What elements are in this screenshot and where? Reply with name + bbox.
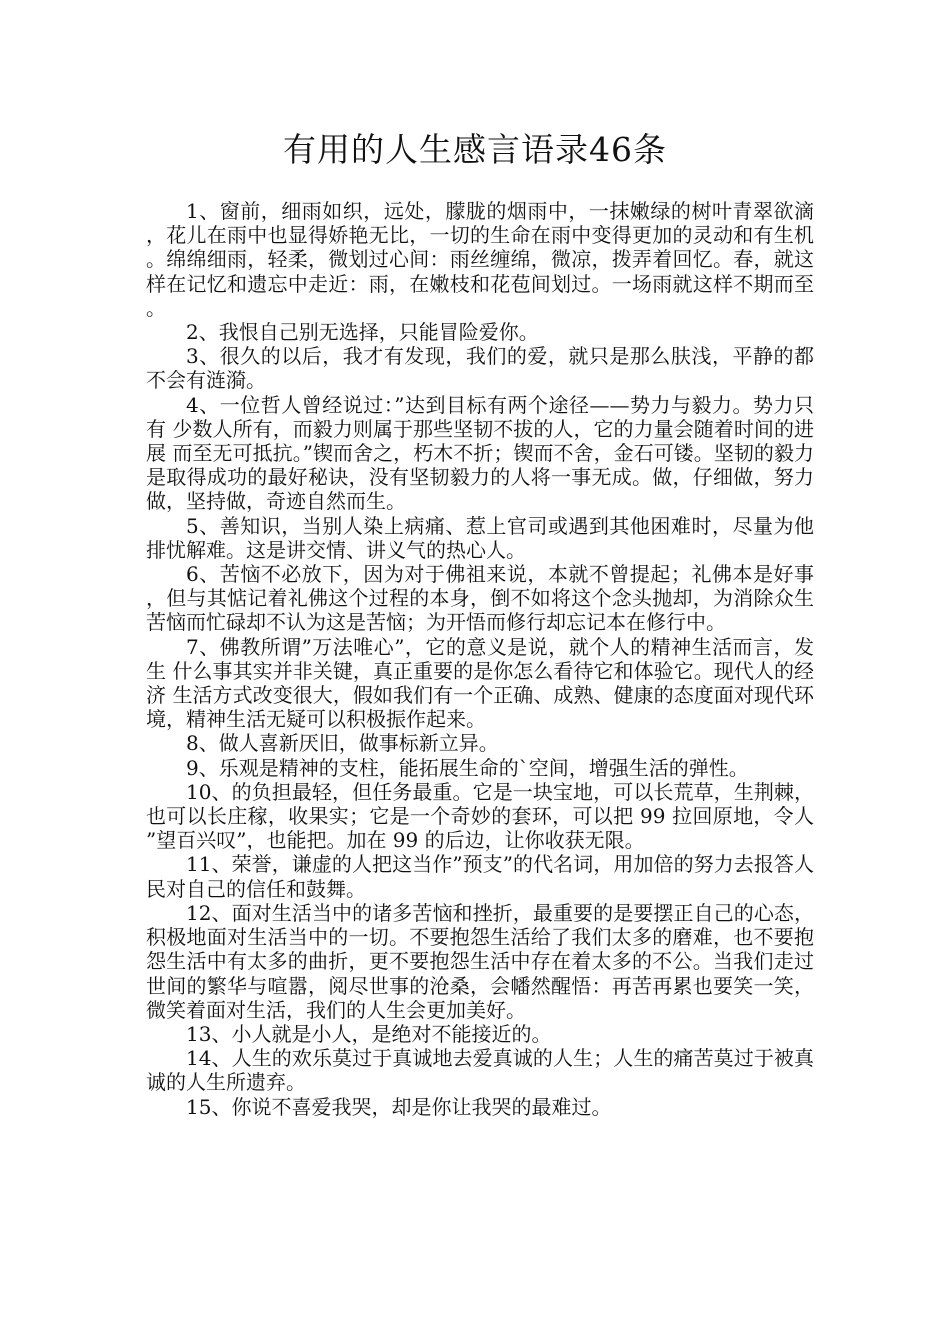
paragraph-14: 14、人生的欢乐莫过于真诚地去爱真诚的人生；人生的痛苦莫过于被真诚的人生所遗弃。 <box>146 1046 814 1095</box>
paragraph-8: 8、做人喜新厌旧，做事标新立异。 <box>186 731 499 756</box>
paragraph-15: 15、你说不喜爱我哭，却是你让我哭的最难过。 <box>186 1094 612 1119</box>
paragraph-7: 7、佛教所谓”万法唯心”，它的意义是说，就个人的精神生活而言，发生 什么事其实并非关键，真正重要的是你怎么看待它和体验它。现代人的经济 生活方式改变很大，假如我们有一个正确、成熟、健康的态度面对现代环 境，精神生活无疑可以积极振作起来。 <box>146 634 814 732</box>
paragraph-1: 1、窗前，细雨如织，远处，朦胧的烟雨中，一抹嫩绿的树叶青翠欲滴，花儿在雨中也显得娇艳无比，一切的生命在雨中变得更加的灵动和有生机。绵绵细雨，轻柔，微划过心间：雨丝缠绵，微凉，拨弄着回忆。春，就这样在记忆和遗忘中走近：雨，在嫩枝和花苞间划过。一场雨就这样不期而至。 <box>146 199 814 320</box>
document-body <box>146 199 814 1119</box>
paragraph-13: 13、小人就是小人，是绝对不能接近的。 <box>186 1021 552 1046</box>
paragraph-9: 9、乐观是精神的支柱，能拓展生命的`空间，增强生活的弹性。 <box>186 755 749 780</box>
document-title: 有用的人生感言语录46条 <box>283 130 667 169</box>
paragraph-12: 12、面对生活当中的诸多苦恼和挫折，最重要的是要摆正自己的心态，积极地面对生活当中的一切。不要抱怨生活给了我们太多的磨难，也不要抱怨生活中有太多的曲折，更不要抱怨生活中存在着太多的不公。当我们走过世间的繁华与喧嚣，阅尽世事的沧桑，会幡然醒悟：再苦再累也要笑一笑，微笑着面对生活，我们的人生会更加美好。 <box>146 900 814 1022</box>
paragraph-6: 6、苦恼不必放下，因为对于佛祖来说，本就不曾提起；礼佛本是好事，但与其惦记着礼佛这个过程的本身，倒不如将这个念头抛却，为消除众生苦恼而忙碌却不认为这是苦恼；为开悟而修行却忘记本在修行中。 <box>146 562 814 635</box>
paragraph-5: 5、善知识，当别人染上病痛、惹上官司或遇到其他困难时，尽量为他排忧解难。这是讲交情、讲义气的热心人。 <box>146 513 814 562</box>
paragraph-2: 2、我恨自己别无选择，只能冒险爱你。 <box>186 320 539 345</box>
paragraph-3: 3、很久的以后，我才有发现，我们的爱，就只是那么肤浅，平静的都不会有涟漪。 <box>146 344 814 393</box>
paragraph-10: 10、的负担最轻，但任务最重。它是一块宝地，可以长荒草，生荆棘，也可以长庄稼，收果实；它是一个奇妙的套环，可以把 99 拉回原地，令人”望百兴叹”，也能把。加在 99 的后边，让你收获无限。 <box>146 779 814 853</box>
paragraph-4: 4、一位哲人曾经说过：”达到目标有两个途径——势力与毅力。势力只有 少数人所有，而毅力则属于那些坚韧不拔的人，它的力量会随着时间的进展 而至无可抵抗。”锲而舍之，朽木不折；锲而不舍，金石可镂。坚韧的毅力 是取得成功的最好秘诀，没有坚韧毅力的人将一事无成。做，仔细做，努力 做，坚持做，奇迹自然而生。 <box>146 392 814 514</box>
paragraph-11: 11、荣誉，谦虚的人把这当作”预支”的代名词，用加倍的努力去报答人民对自己的信任和鼓舞。 <box>146 852 814 901</box>
